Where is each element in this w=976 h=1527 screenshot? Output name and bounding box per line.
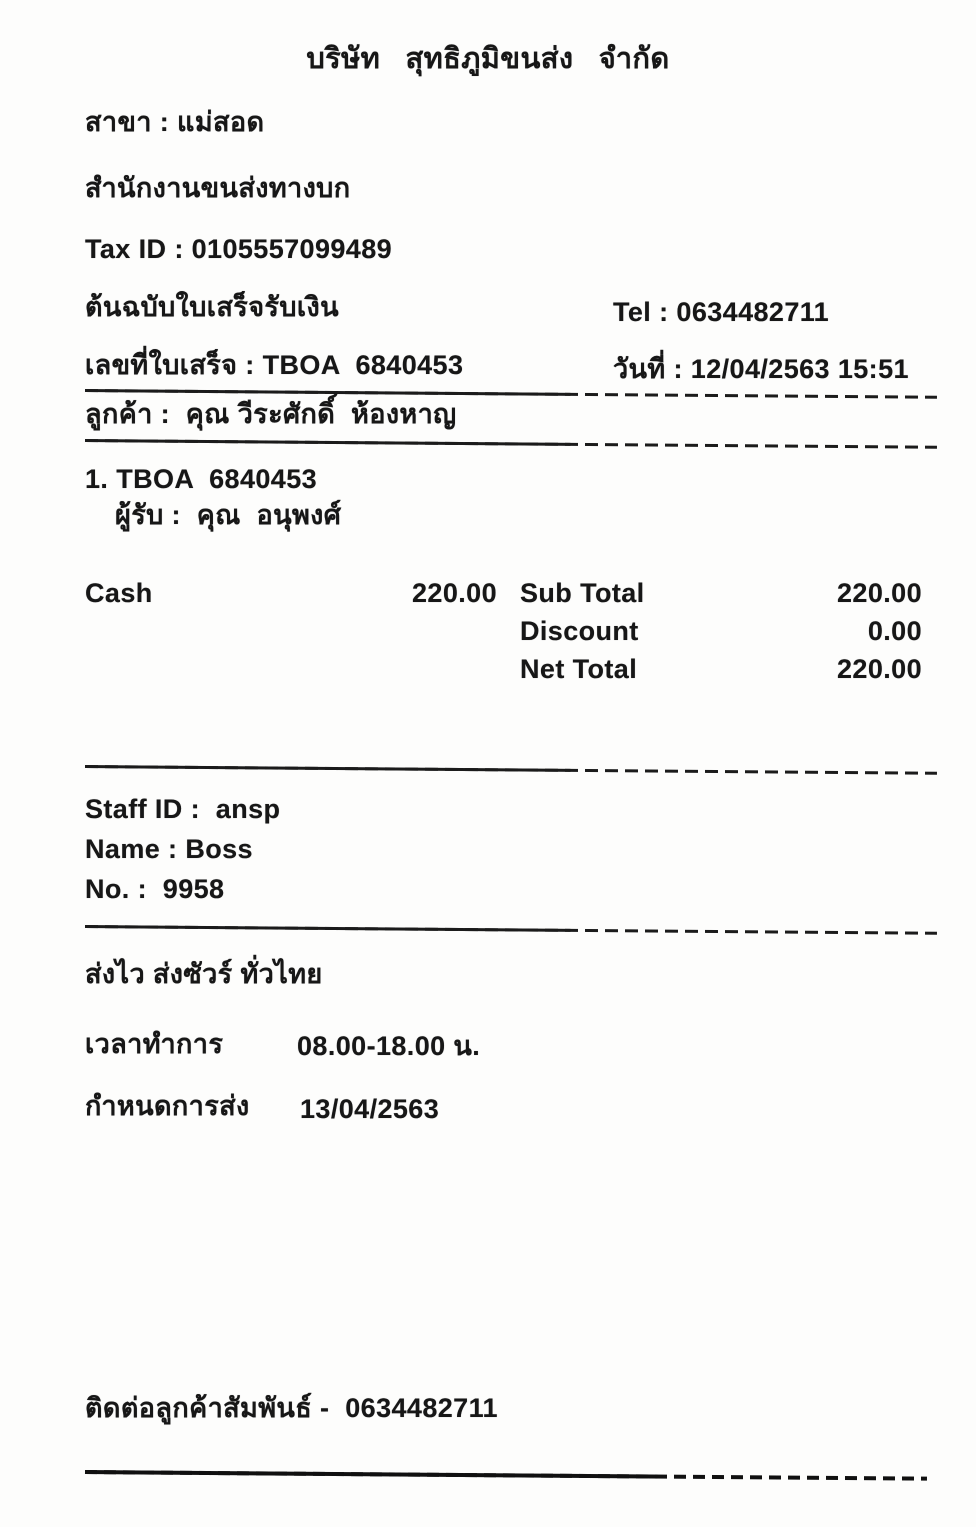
- delivery-date-value: 13/04/2563: [300, 1094, 440, 1124]
- document-type: ต้นฉบับใบเสร็จรับเงิน: [85, 292, 339, 322]
- tel-line: Tel : 0634482711: [613, 297, 830, 327]
- company-name: บริษัท สุทธิภูมิขนส่ง จำกัด: [306, 43, 670, 75]
- hours-label: เวลาทำการ: [85, 1029, 224, 1059]
- receipt-number-line: เลขที่ใบเสร็จ : TBOA 6840453: [85, 350, 464, 380]
- net-total-value: 220.00: [837, 654, 922, 684]
- date-line: วันที่ : 12/04/2563 15:51: [613, 354, 909, 384]
- net-total-label: Net Total: [520, 654, 638, 684]
- item-line: 1. TBOA 6840453: [85, 464, 318, 494]
- bottom-rule: [85, 1470, 927, 1481]
- totals-block: [520, 578, 922, 692]
- slogan-line: ส่งไว ส่งซัวร์ ทั่วไทย: [85, 959, 323, 989]
- item-recipient-line: ผู้รับ : คุณ อนุพงศ์: [115, 500, 342, 530]
- discount-label: Discount: [520, 616, 639, 646]
- office-line: สำนักงานขนส่งทางบก: [85, 173, 351, 203]
- payment-method-row: [85, 578, 497, 609]
- staff-id-line: Staff ID : ansp: [85, 794, 281, 824]
- net-total-row: [520, 654, 922, 692]
- customer-line: ลูกค้า : คุณ วีระศักดิ์ ห้องหาญ: [85, 399, 457, 429]
- divider-below-staff: [85, 925, 937, 935]
- contact-line: ติดต่อลูกค้าสัมพันธ์ - 0634482711: [85, 1393, 498, 1423]
- tax-id-line: Tax ID : 0105557099489: [85, 234, 393, 264]
- staff-no-line: No. : 9958: [85, 874, 225, 904]
- payment-method-amount: 220.00: [412, 578, 497, 608]
- discount-row: [520, 616, 922, 654]
- payment-method-label: Cash: [85, 578, 153, 608]
- hours-value: 08.00-18.00 น.: [297, 1031, 481, 1061]
- divider-below-customer: [85, 439, 937, 449]
- subtotal-row: [520, 578, 922, 616]
- delivery-date-label: กำหนดการส่ง: [85, 1091, 250, 1121]
- branch-line: สาขา : แม่สอด: [85, 107, 265, 137]
- subtotal-label: Sub Total: [520, 578, 645, 608]
- discount-value: 0.00: [867, 616, 922, 646]
- staff-name-line: Name : Boss: [85, 834, 253, 864]
- divider-above-staff: [85, 765, 937, 775]
- subtotal-value: 220.00: [837, 578, 922, 608]
